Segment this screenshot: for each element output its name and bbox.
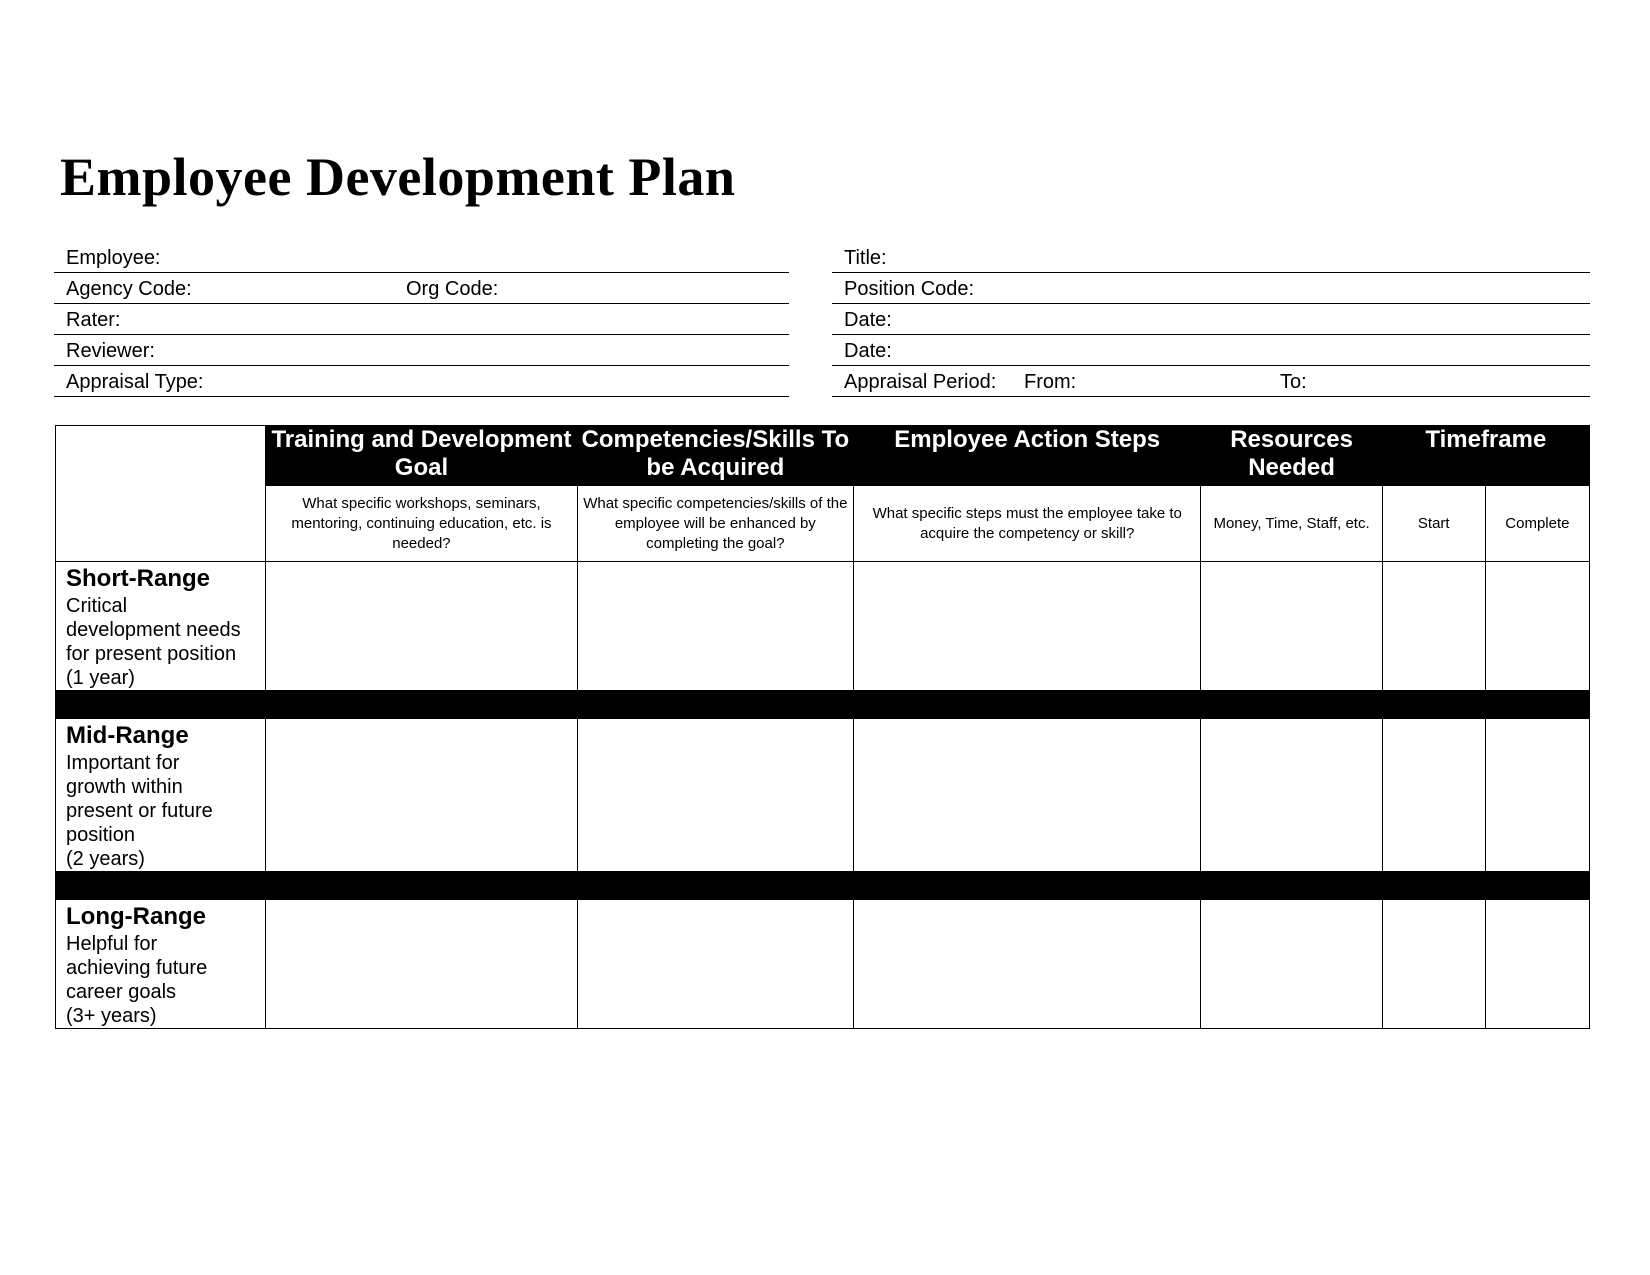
short-range-title: Short-Range	[66, 565, 210, 592]
long-range-resources-cell[interactable]	[1201, 900, 1382, 1029]
agency-code-field[interactable]	[54, 273, 789, 304]
separator-cell	[577, 872, 853, 900]
corner-cell	[56, 426, 266, 562]
mid-range-row	[56, 719, 1590, 872]
position-code-label: Position Code:	[844, 278, 975, 300]
position-code-field[interactable]	[832, 273, 1590, 304]
mid-range-training-cell[interactable]	[266, 719, 577, 872]
long-range-title: Long-Range	[66, 903, 206, 930]
long-range-action-steps-cell[interactable]	[854, 900, 1201, 1029]
header-timeframe: Timeframe	[1382, 426, 1589, 486]
reviewer-date-field[interactable]	[832, 335, 1590, 366]
separator-cell	[1201, 691, 1382, 719]
header-resources: Resources Needed	[1201, 426, 1382, 486]
long-range-label-cell	[56, 900, 266, 1029]
desc-action-steps: What specific steps must the employee take to acquire the competency or skill?	[854, 486, 1201, 562]
long-range-complete-cell[interactable]	[1485, 900, 1589, 1029]
appraisal-period-label: Appraisal Period:	[844, 371, 997, 393]
page-title: Employee Development Plan	[60, 147, 736, 207]
short-range-row	[56, 562, 1590, 691]
long-range-row	[56, 900, 1590, 1029]
separator-cell	[854, 872, 1201, 900]
rater-date-label: Date:	[844, 309, 892, 331]
agency-code-label: Agency Code:	[66, 278, 192, 300]
short-range-complete-cell[interactable]	[1485, 562, 1589, 691]
description-row	[56, 486, 1590, 562]
mid-range-competencies-cell[interactable]	[577, 719, 853, 872]
separator-bar	[56, 691, 1590, 719]
separator-cell	[1382, 872, 1485, 900]
desc-start: Start	[1382, 486, 1485, 562]
long-range-description: Helpful for achieving future career goals (3+ years)	[66, 933, 208, 1027]
title-label: Title:	[844, 247, 887, 269]
short-range-resources-cell[interactable]	[1201, 562, 1382, 691]
desc-competencies: What specific competencies/skills of the employee will be enhanced by completing the goal?	[577, 486, 853, 562]
desc-complete: Complete	[1485, 486, 1589, 562]
mid-range-action-steps-cell[interactable]	[854, 719, 1201, 872]
separator-cell	[1382, 691, 1485, 719]
employee-label: Employee:	[66, 247, 161, 269]
reviewer-field[interactable]	[54, 335, 789, 366]
mid-range-title: Mid-Range	[66, 722, 189, 749]
rater-field[interactable]	[54, 304, 789, 335]
reviewer-date-label: Date:	[844, 340, 892, 362]
mid-range-start-cell[interactable]	[1382, 719, 1485, 872]
separator-cell	[56, 872, 266, 900]
separator-cell	[1485, 691, 1589, 719]
appraisal-period-field[interactable]	[832, 366, 1590, 397]
to-label: To:	[1280, 371, 1307, 393]
org-code-label: Org Code:	[406, 278, 499, 300]
short-range-training-cell[interactable]	[266, 562, 577, 691]
desc-resources: Money, Time, Staff, etc.	[1201, 486, 1382, 562]
separator-cell	[266, 691, 577, 719]
reviewer-label: Reviewer:	[66, 340, 155, 362]
header-training-goal: Training and Development Goal	[266, 426, 577, 486]
long-range-competencies-cell[interactable]	[577, 900, 853, 1029]
short-range-action-steps-cell[interactable]	[854, 562, 1201, 691]
mid-range-description: Important for growth within present or future position (2 years)	[66, 752, 213, 870]
employee-field[interactable]	[54, 242, 789, 273]
separator-cell	[854, 691, 1201, 719]
separator-cell	[1485, 872, 1589, 900]
title-field[interactable]	[832, 242, 1590, 273]
mid-range-complete-cell[interactable]	[1485, 719, 1589, 872]
mid-range-label-cell	[56, 719, 266, 872]
employee-info-right	[832, 242, 1590, 397]
separator-cell	[577, 691, 853, 719]
development-plan-table	[55, 425, 1590, 1029]
separator-cell	[56, 691, 266, 719]
short-range-description: Critical development needs for present position (1 year)	[66, 595, 241, 689]
long-range-start-cell[interactable]	[1382, 900, 1485, 1029]
separator-bar	[56, 872, 1590, 900]
mid-range-resources-cell[interactable]	[1201, 719, 1382, 872]
rater-date-field[interactable]	[832, 304, 1590, 335]
rater-label: Rater:	[66, 309, 121, 331]
short-range-competencies-cell[interactable]	[577, 562, 853, 691]
separator-cell	[266, 872, 577, 900]
separator-cell	[1201, 872, 1382, 900]
short-range-label-cell	[56, 562, 266, 691]
from-label: From:	[1024, 371, 1077, 393]
header-action-steps: Employee Action Steps	[854, 426, 1201, 486]
long-range-training-cell[interactable]	[266, 900, 577, 1029]
header-competencies: Competencies/Skills To be Acquired	[577, 426, 853, 486]
appraisal-type-field[interactable]	[54, 366, 789, 397]
header-row	[56, 426, 1590, 486]
appraisal-type-label: Appraisal Type:	[66, 371, 204, 393]
short-range-start-cell[interactable]	[1382, 562, 1485, 691]
employee-info-left	[54, 242, 789, 397]
desc-training-goal: What specific workshops, seminars, mentoring, continuing education, etc. is needed?	[266, 486, 577, 562]
